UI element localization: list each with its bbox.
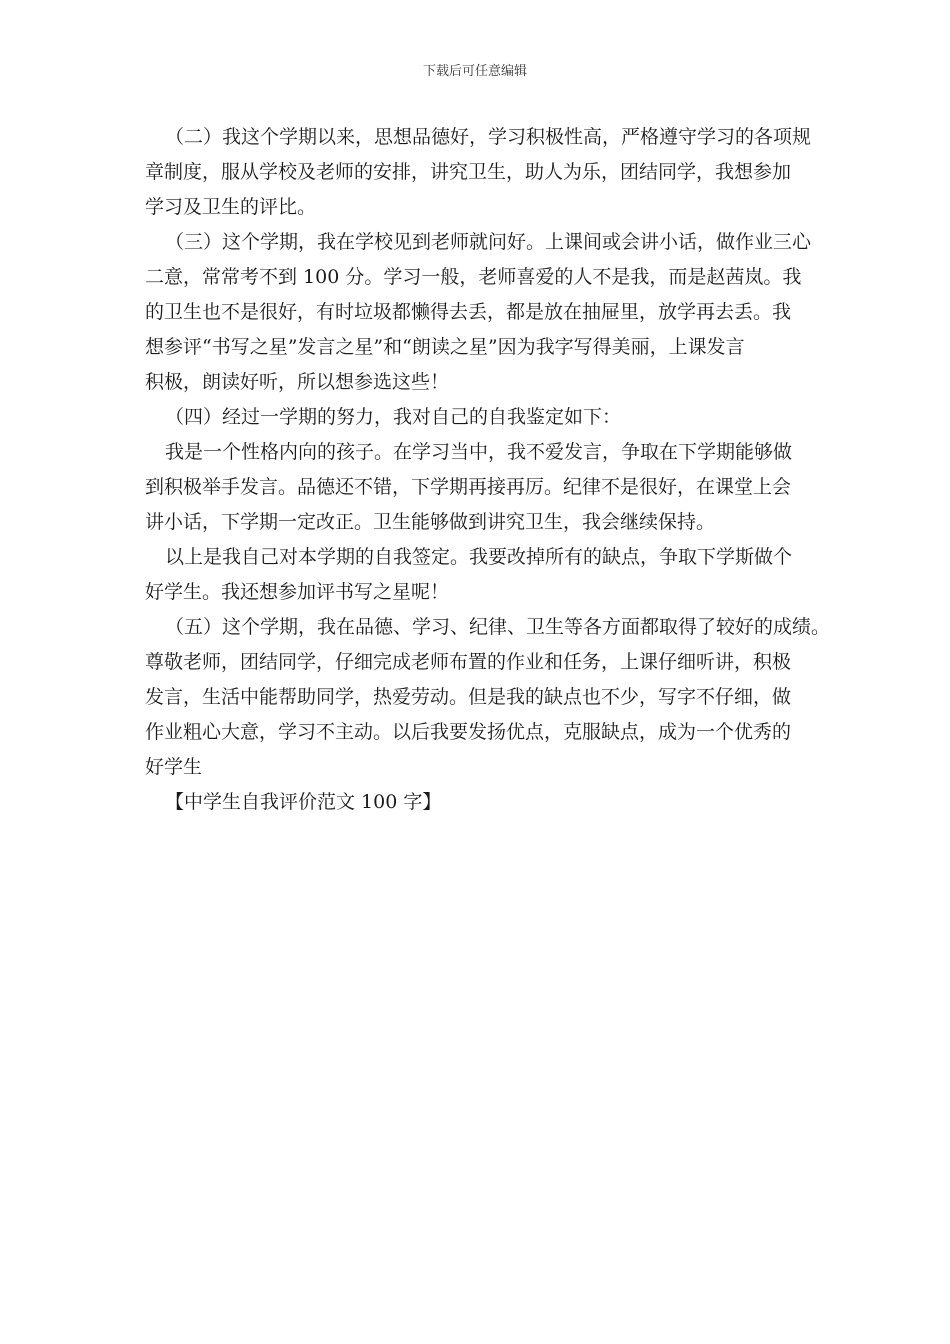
text-line: 好学生。我还想参加评书写之星呢！	[145, 581, 450, 603]
text-line: 讲小话，下学期一定改正。卫生能够做到讲究卫生，我会继续保持。	[145, 511, 716, 533]
text-line: （二）我这个学期以来，思想品德好，学习积极性高，严格遵守学习的各项规	[165, 126, 812, 148]
text-line: 我是一个性格内向的孩子。在学习当中，我不爱发言，争取在下学期能够做	[165, 441, 793, 463]
text-line: 到积极举手发言。品德还不错，下学期再接再厉。纪律不是很好，在课堂上会	[145, 476, 792, 498]
text-line: 二意，常常考不到 100 分。学习一般，老师喜爱的人不是我，而是赵茜岚。我	[145, 266, 802, 288]
text-line: （四）经过一学期的努力，我对自己的自我鉴定如下：	[165, 406, 622, 428]
text-line: 想参评“书写之星”发言之星”和“朗读之星”因为我字写得美丽，上课发言	[145, 336, 745, 358]
text-line: 积极，朗读好听，所以想参选这些！	[145, 371, 450, 393]
text-line: 尊敬老师，团结同学，仔细完成老师布置的作业和任务，上课仔细听讲，积极	[145, 651, 792, 673]
text-line: 章制度，服从学校及老师的安排，讲究卫生，助人为乐，团结同学，我想参加	[145, 161, 792, 183]
text-line: 作业粗心大意，学习不主动。以后我要发扬优点，克服缺点，成为一个优秀的	[145, 721, 792, 743]
text-line: 好学生	[145, 756, 203, 778]
section-title: 【中学生自我评价范文 100 字】	[165, 791, 442, 813]
text-line: （五）这个学期，我在品德、学习、纪律、卫生等各方面都取得了较好的成绩。	[165, 616, 831, 638]
text-line: 发言，生活中能帮助同学，热爱劳动。但是我的缺点也不少，写字不仔细，做	[145, 686, 792, 708]
document-body	[145, 120, 831, 820]
text-line: 以上是我自己对本学期的自我签定。我要改掉所有的缺点，争取下学斯做个	[165, 546, 793, 568]
text-line: 学习及卫生的评比。	[145, 196, 317, 218]
page-header: 下载后可任意编辑	[422, 64, 527, 79]
text-line: 的卫生也不是很好，有时垃圾都懒得去丢，都是放在抽屉里，放学再去丢。我	[145, 301, 792, 323]
text-line: （三）这个学期，我在学校见到老师就问好。上课间或会讲小话，做作业三心	[165, 231, 812, 253]
